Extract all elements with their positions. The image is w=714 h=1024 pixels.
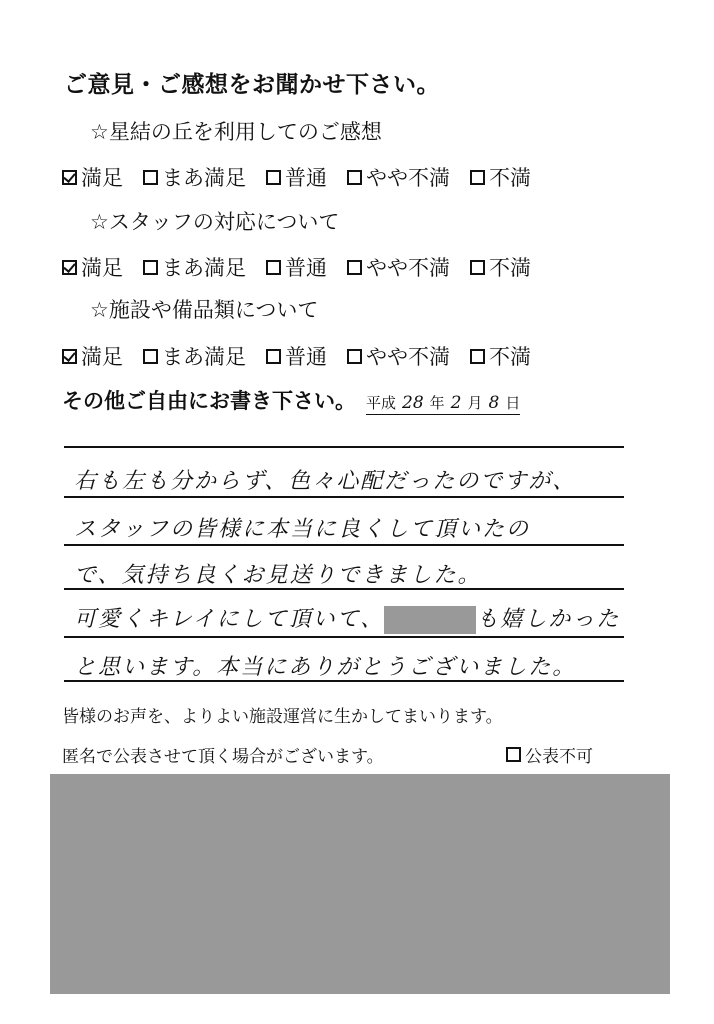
option-somewhat-dissatisfied[interactable]: やや不満	[347, 341, 450, 371]
checkbox-checked[interactable]	[62, 260, 77, 275]
other-comments-row	[62, 385, 520, 415]
checkbox-checked[interactable]	[62, 349, 77, 364]
option-mostly-satisfied[interactable]: まあ満足	[143, 341, 246, 371]
checkbox[interactable]	[143, 260, 158, 275]
option-average[interactable]: 普通	[266, 162, 327, 192]
rule-line	[64, 636, 624, 638]
option-mostly-satisfied[interactable]: まあ満足	[143, 252, 246, 282]
option-somewhat-dissatisfied[interactable]: やや不満	[347, 252, 450, 282]
rating-options-hill	[62, 162, 551, 192]
option-somewhat-dissatisfied[interactable]: やや不満	[347, 162, 450, 192]
section-heading-hill: ☆星結の丘を利用してのご感想	[90, 120, 382, 144]
no-publish-checkbox[interactable]	[506, 747, 521, 762]
rule-line	[64, 496, 624, 498]
option-satisfied[interactable]: 満足	[62, 341, 123, 371]
checkbox[interactable]	[347, 349, 362, 364]
handwritten-line-2: スタッフの皆様に本当に良くして頂いたの	[74, 517, 531, 542]
rule-line	[64, 680, 624, 682]
section-heading-staff: ☆スタッフの対応について	[90, 210, 340, 234]
checkbox[interactable]	[347, 260, 362, 275]
checkbox[interactable]	[266, 170, 281, 185]
option-dissatisfied[interactable]: 不満	[470, 162, 531, 192]
checkbox[interactable]	[143, 349, 158, 364]
option-dissatisfied[interactable]: 不満	[470, 341, 531, 371]
option-average[interactable]: 普通	[266, 341, 327, 371]
option-satisfied[interactable]: 満足	[62, 162, 123, 192]
rule-line	[64, 588, 624, 590]
checkbox[interactable]	[470, 260, 485, 275]
option-satisfied[interactable]: 満足	[62, 252, 123, 282]
checkbox[interactable]	[470, 170, 485, 185]
no-publish-option[interactable]: 公表不可	[506, 742, 593, 767]
date-field[interactable]: 平成 28 年 2 月 8 日	[366, 393, 521, 413]
other-comments-label: その他ご自由にお書き下さい。	[62, 389, 356, 413]
handwritten-line-4: 可愛くキレイにして頂いて、 も嬉しかった	[74, 607, 621, 632]
redacted-name	[384, 606, 476, 634]
form-title: ご意見・ご感想をお聞かせ下さい。	[64, 72, 440, 98]
section-heading-facilities: ☆施設や備品類について	[90, 298, 319, 322]
rating-options-staff	[62, 252, 551, 282]
redacted-area	[50, 774, 670, 994]
checkbox[interactable]	[143, 170, 158, 185]
checkbox-checked[interactable]	[62, 170, 77, 185]
rating-options-facilities	[62, 341, 551, 371]
checkbox[interactable]	[266, 260, 281, 275]
checkbox[interactable]	[347, 170, 362, 185]
handwritten-line-1: 右も左も分からず、色々心配だったのですが、	[74, 469, 577, 494]
checkbox[interactable]	[470, 349, 485, 364]
option-dissatisfied[interactable]: 不満	[470, 252, 531, 282]
option-mostly-satisfied[interactable]: まあ満足	[143, 162, 246, 192]
option-average[interactable]: 普通	[266, 252, 327, 282]
footer-note-publish: 匿名で公表させて頂く場合がございます。	[62, 747, 384, 767]
rule-line	[64, 446, 624, 448]
handwritten-line-5: と思います。本当にありがとうございました。	[74, 655, 577, 680]
footer-note-feedback: 皆様のお声を、よりよい施設運営に生かしてまいります。	[62, 707, 503, 727]
rule-line	[64, 544, 624, 546]
handwritten-line-3: で、気持ち良くお見送りできました。	[74, 563, 482, 588]
checkbox[interactable]	[266, 349, 281, 364]
